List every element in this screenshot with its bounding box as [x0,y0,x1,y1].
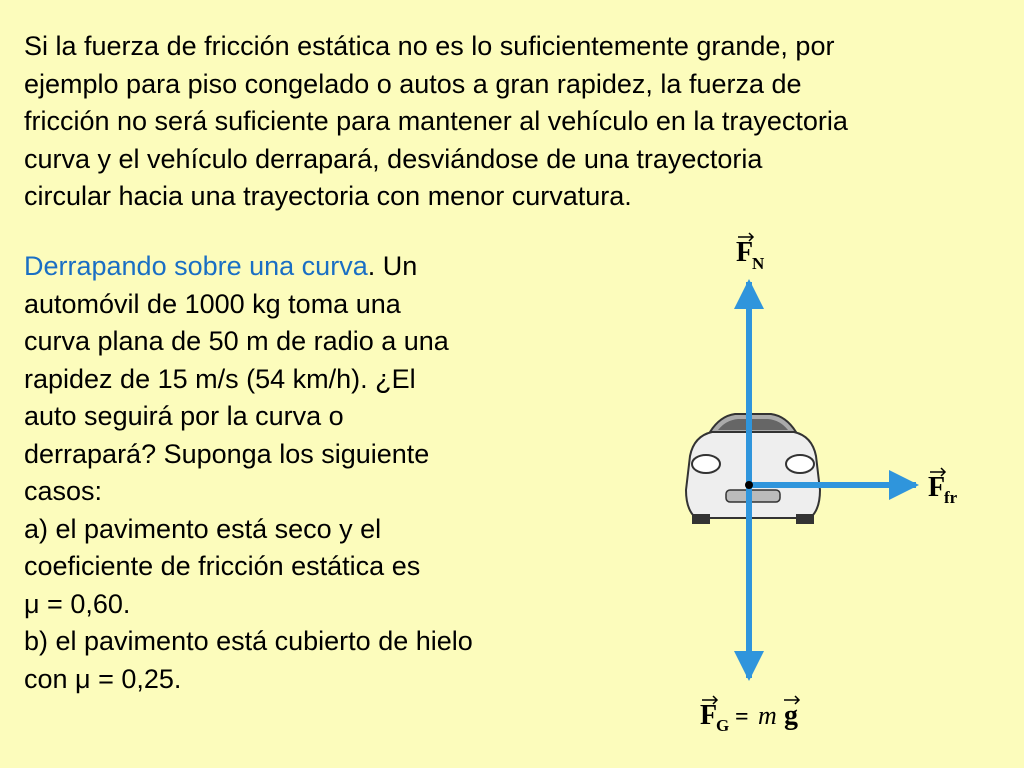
gravity-equals: = [735,704,749,730]
problem-line: derrapará? Suponga los siguiente [24,438,430,469]
normal-force-symbol: F [736,237,754,268]
intro-line: fricción no será suficiente para mantener al vehículo en la trayectoria [24,106,848,136]
problem-title-suffix: . Un [367,251,418,281]
problem-line: auto seguirá por la curva o [24,401,344,431]
problem-line: μ = 0,60. [24,588,131,619]
intro-paragraph [24,28,1004,216]
problem-line: a) el pavimento está seco y el [24,513,382,544]
intro-line: Si la fuerza de fricción estática no es lo suficientemente grande, por [24,31,835,61]
problem-title: Derrapando sobre una curva [24,251,368,281]
normal-force-subscript: N [752,254,765,273]
problem-first-line [24,248,564,286]
gravity-force-symbol: F [700,700,718,731]
problem-line: con μ = 0,25. [24,663,182,694]
intro-line: curva y el vehículo derrapará, desviándose de una trayectoria [24,143,763,174]
car-icon [686,414,820,524]
normal-force-label [736,233,765,273]
gravity-force-label [700,696,799,735]
gravity-mass: m [758,701,777,730]
intro-line: circular hacia una trayectoria con menor curvatura. [24,181,632,211]
problem-statement [24,248,564,698]
problem-line: b) el pavimento está cubierto de hielo [24,626,473,656]
friction-force-label [928,468,958,507]
problem-line: automóvil de 1000 kg toma una [24,288,401,319]
problem-line: rapidez de 15 m/s (54 km/h). ¿El [24,363,416,394]
problem-line: casos: [24,476,103,506]
friction-force-symbol: F [928,472,946,503]
problem-line: coeficiente de fricción estática es [24,551,421,581]
friction-force-subscript: fr [944,488,958,507]
gravity-g: g [784,700,798,731]
gravity-force-subscript: G [716,716,730,735]
force-diagram [660,228,1000,768]
center-point [745,481,753,489]
intro-line: ejemplo para piso congelado o autos a gran rapidez, la fuerza de [24,68,802,99]
problem-line: curva plana de 50 m de radio a una [24,326,449,356]
